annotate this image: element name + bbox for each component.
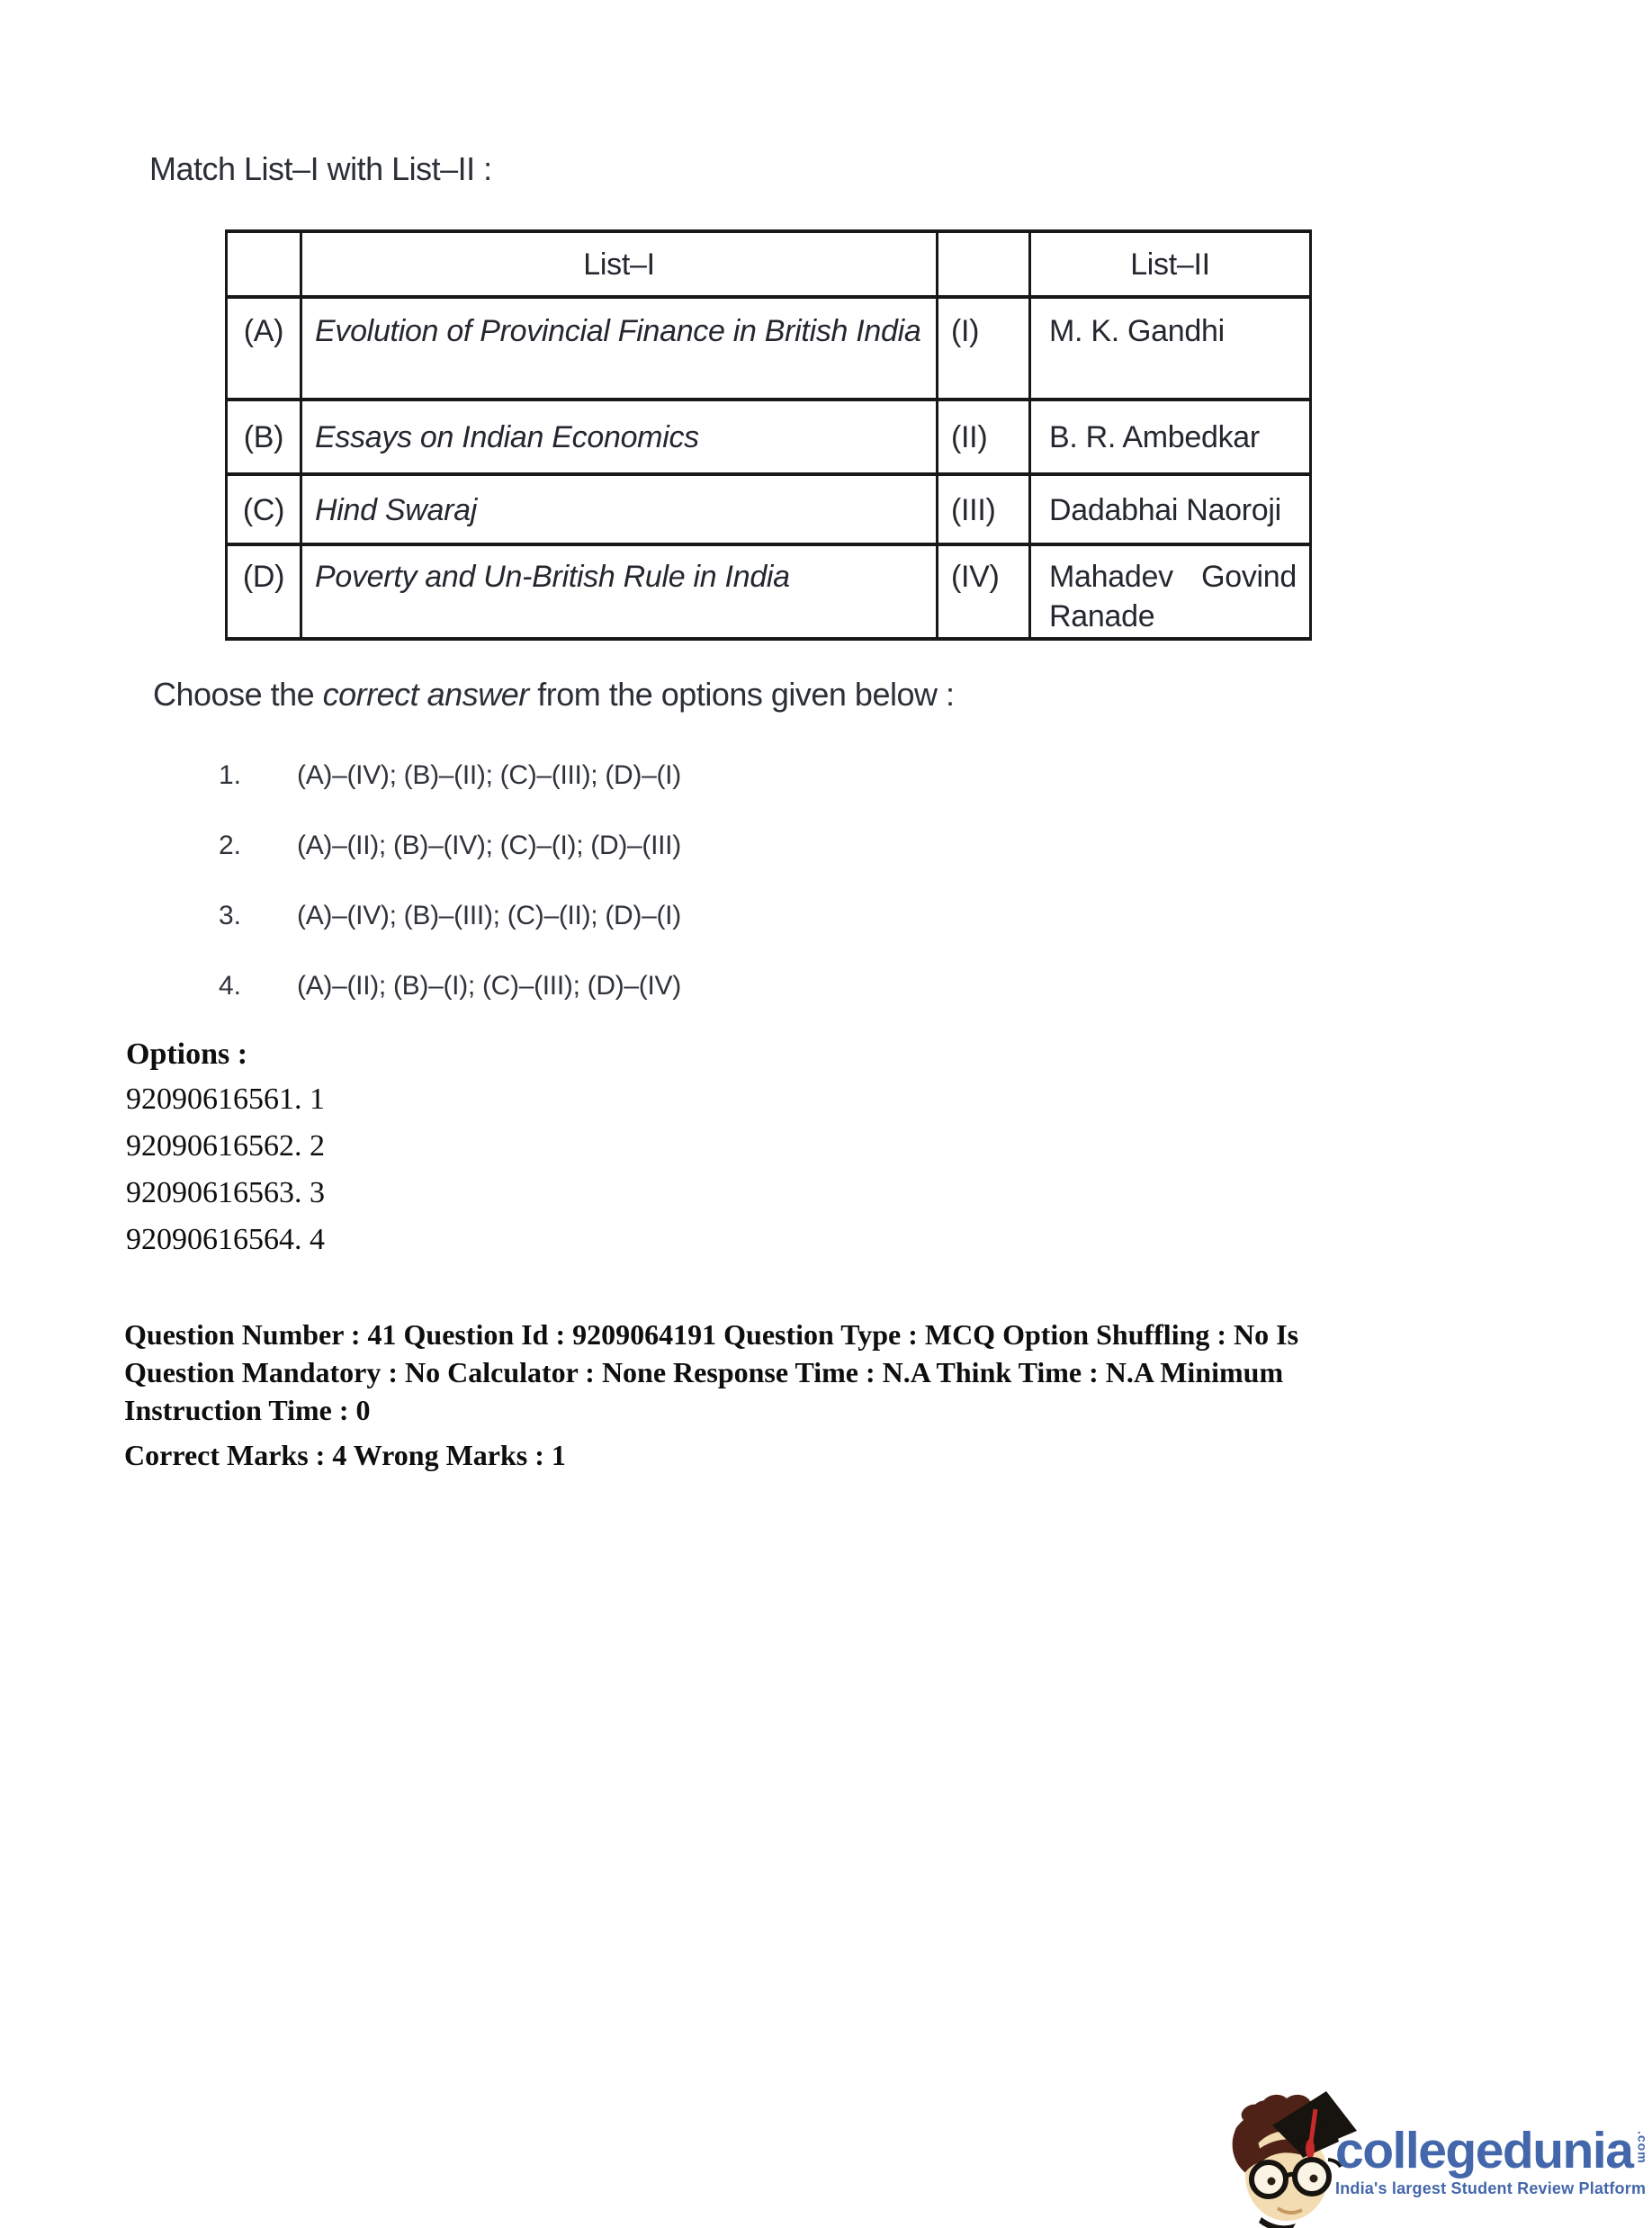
list2-item: Dadabhai Naoroji — [1030, 474, 1311, 544]
metadata-line: Question Number : 41 Question Id : 9209064191 Question Type : MCQ Option Shuffling : No Is — [124, 1318, 1299, 1351]
mcq-option-1 — [219, 758, 681, 828]
mcq-option-4 — [219, 968, 681, 1038]
mcq-option-3 — [219, 898, 681, 968]
table-row — [227, 544, 1311, 639]
brand-name: collegedunia — [1335, 2122, 1633, 2179]
row-numeral: (II) — [938, 400, 1030, 474]
row-key: (A) — [227, 297, 301, 400]
brand-tagline: India's largest Student Review Platform — [1335, 2179, 1647, 2197]
option-text: (A)–(II); (B)–(I); (C)–(III); (D)–(IV) — [297, 971, 681, 1001]
mcq-option-2 — [219, 828, 681, 898]
row-key: (B) — [227, 400, 301, 474]
list1-item: Evolution of Provincial Finance in British India — [301, 297, 938, 400]
choose-italic: correct answer — [322, 676, 529, 713]
table-row — [227, 400, 1311, 474]
match-table-header-row — [227, 231, 1311, 297]
row-numeral: (III) — [938, 474, 1030, 544]
option-text: (A)–(II); (B)–(IV); (C)–(I); (D)–(III) — [297, 831, 681, 860]
row-numeral: (I) — [938, 297, 1030, 400]
list2-item: M. K. Gandhi — [1030, 297, 1311, 400]
choose-pre: Choose the — [153, 676, 323, 713]
header-empty-cell — [227, 231, 301, 297]
header-empty-cell — [938, 231, 1030, 297]
collegedunia-logo — [1222, 2086, 1650, 2228]
metadata-line: Question Mandatory : No Calculator : None Response Time : N.A Think Time : N.A Minimum — [124, 1356, 1284, 1388]
option-id: 92090616563. 3 — [126, 1176, 325, 1209]
option-id-list — [126, 1076, 325, 1263]
marks-line: Correct Marks : 4 Wrong Marks : 1 — [124, 1439, 566, 1471]
brand-tld: .com — [1635, 2131, 1650, 2164]
table-row — [227, 474, 1311, 544]
list1-item: Hind Swaraj — [301, 474, 938, 544]
row-numeral: (IV) — [938, 544, 1030, 639]
option-id: 92090616561. 1 — [126, 1083, 325, 1116]
option-number: 1. — [219, 760, 242, 790]
mcq-options — [219, 758, 681, 1038]
match-table — [225, 229, 1312, 641]
option-number: 4. — [219, 971, 242, 1001]
options-label: Options : — [126, 1038, 248, 1071]
row-key: (D) — [227, 544, 301, 639]
option-text: (A)–(IV); (B)–(III); (C)–(II); (D)–(I) — [297, 901, 681, 930]
match-heading: Match List–I with List–II : — [149, 150, 492, 187]
table-row — [227, 297, 1311, 400]
option-text: (A)–(IV); (B)–(II); (C)–(III); (D)–(I) — [297, 760, 681, 790]
list2-item: B. R. Ambedkar — [1030, 400, 1311, 474]
row-key: (C) — [227, 474, 301, 544]
choose-instruction — [153, 675, 955, 714]
option-id: 92090616562. 2 — [126, 1129, 325, 1163]
list2-header: List–II — [1030, 231, 1311, 297]
option-id: 92090616564. 4 — [126, 1223, 325, 1256]
question-metadata — [124, 1316, 1510, 1474]
list2-item: Mahadev Govind Ranade — [1030, 544, 1311, 639]
choose-post: from the options given below : — [528, 676, 955, 713]
list1-item: Poverty and Un-British Rule in India — [301, 544, 938, 639]
metadata-line: Instruction Time : 0 — [124, 1394, 371, 1426]
list1-item: Essays on Indian Economics — [301, 400, 938, 474]
list1-header: List–I — [301, 231, 938, 297]
option-number: 3. — [219, 901, 242, 930]
option-number: 2. — [219, 831, 242, 860]
